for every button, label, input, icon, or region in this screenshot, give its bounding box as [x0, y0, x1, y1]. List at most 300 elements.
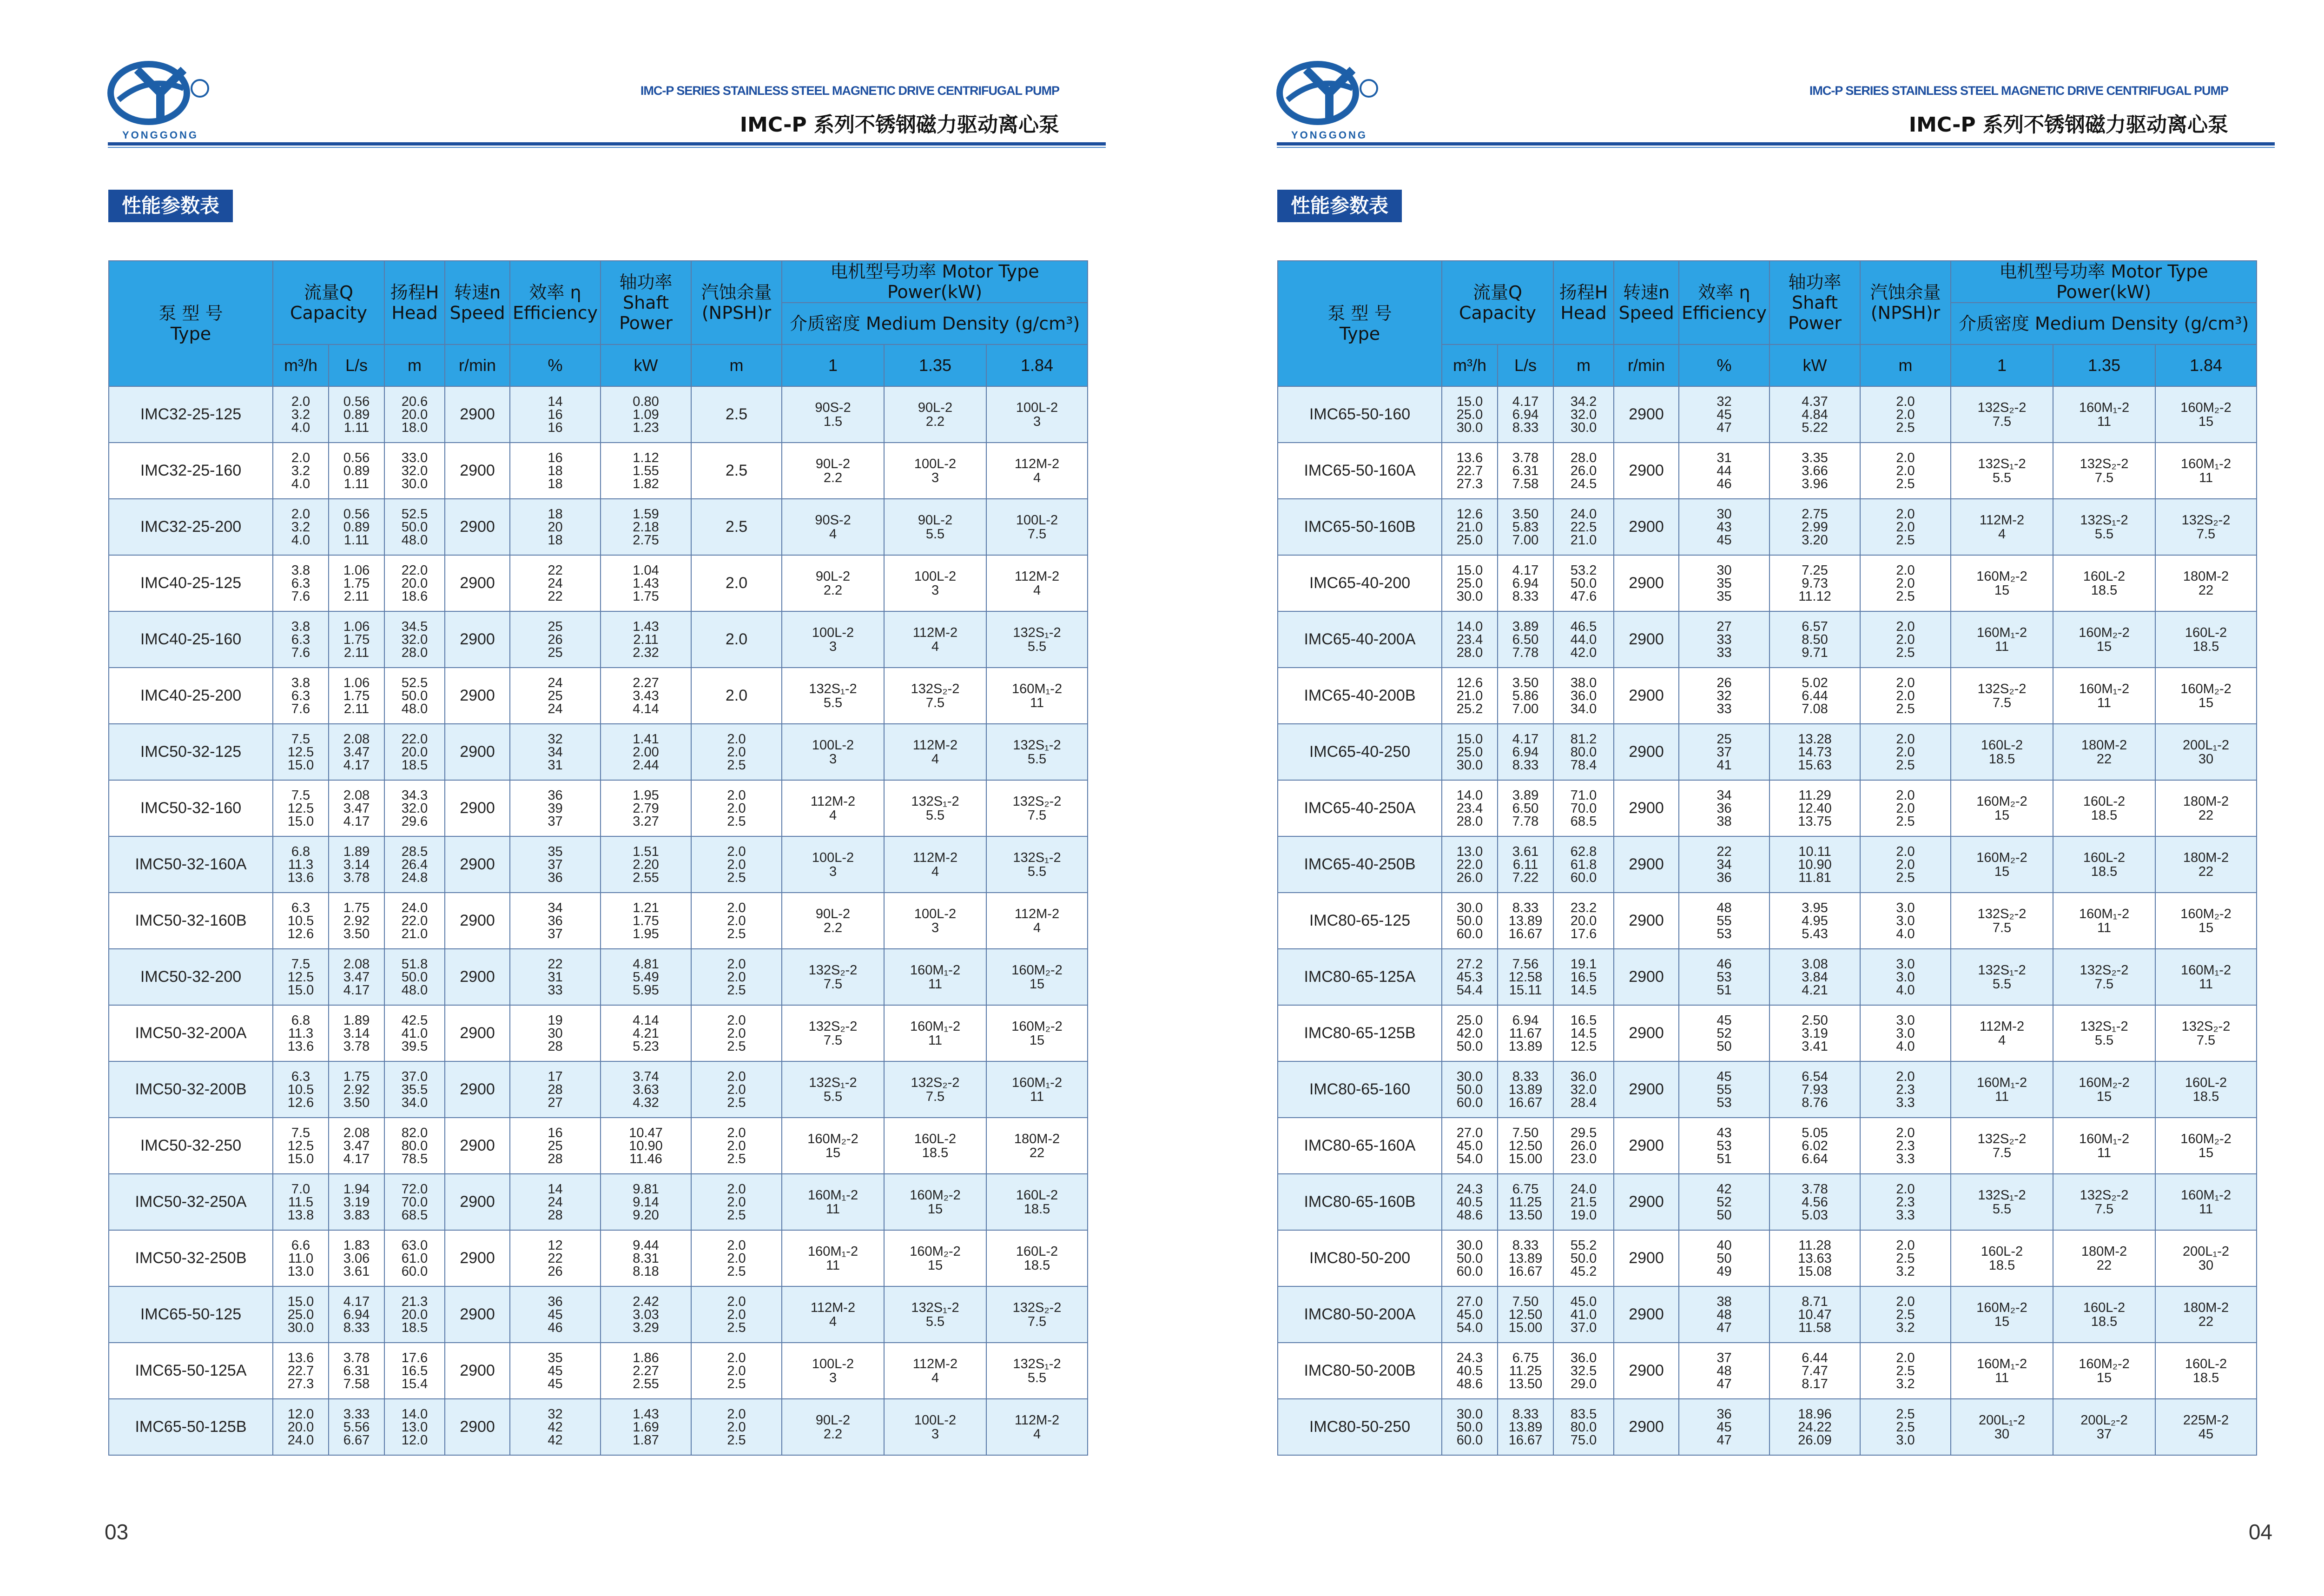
unit-npsh: m [1860, 344, 1951, 386]
shaft-power-value-value: 3.41 [1802, 1039, 1828, 1054]
shaft-power-value [1769, 668, 1860, 724]
motor-density-1-84-value: 22 [2198, 864, 2214, 879]
npsh-value: 2.5 [691, 443, 782, 499]
motor-density-1-value: 15 [1994, 808, 2010, 823]
head-value-value: 20.0 [401, 576, 428, 591]
npsh-value-value: 2.0 [1896, 744, 1915, 760]
shaft-power-value-value: 3.63 [633, 1082, 659, 1097]
col-capacity: 流量Q Capacity [273, 261, 384, 344]
efficiency-value-value: 46 [548, 1320, 563, 1335]
capacity-m3h-value: 48.6 [1456, 1376, 1483, 1391]
motor-density-1-35-value: 3 [931, 470, 939, 485]
motor-density-1-84-value: 22 [2198, 808, 2214, 823]
capacity-m3h-value: 11.3 [288, 857, 314, 872]
efficiency-value [510, 1005, 601, 1061]
npsh-value [1860, 893, 1951, 949]
efficiency-value-value: 51 [1717, 1151, 1732, 1166]
shaft-power-value [1769, 611, 1860, 668]
capacity-ls [1498, 499, 1553, 555]
capacity-m3h [1442, 1230, 1498, 1286]
motor-density-1-84-value: 15 [2198, 920, 2214, 935]
efficiency-value-value: 27 [548, 1095, 563, 1110]
efficiency-value-value: 45 [1717, 532, 1732, 548]
efficiency-value [510, 555, 601, 611]
efficiency-value-value: 25 [548, 688, 563, 703]
head-value-value: 34.2 [1570, 394, 1597, 409]
shaft-power-value [1769, 724, 1860, 780]
head-value-value: 50.0 [401, 688, 428, 703]
pump-type: IMC32-25-200 [109, 499, 273, 555]
logo-wordmark: YONGGONG [122, 129, 198, 141]
motor-density-1-35-value: 11 [928, 976, 943, 992]
motor-density-1-35-value: 100L-2 [914, 569, 957, 584]
efficiency-value-value: 45 [1717, 407, 1732, 422]
capacity-m3h [273, 386, 329, 443]
motor-density-1-value: 132S₂-2 [808, 1019, 858, 1034]
capacity-m3h-value: 30.0 [1456, 1406, 1483, 1422]
shaft-power-value-value: 1.41 [633, 731, 659, 747]
capacity-ls-value: 3.61 [1512, 844, 1539, 859]
head-value [1553, 780, 1614, 836]
efficiency-value-value: 46 [1717, 476, 1732, 491]
capacity-m3h [1442, 836, 1498, 893]
motor-density-1-35-value: 4 [931, 864, 939, 879]
motor-density-1-35-value: 160L-2 [2083, 1300, 2126, 1315]
motor-density-1-84 [986, 443, 1088, 499]
pump-type: IMC80-65-160B [1278, 1174, 1442, 1230]
npsh-value [1860, 780, 1951, 836]
capacity-m3h-value: 60.0 [1456, 1264, 1483, 1279]
npsh-value-value: 2.0 [727, 1194, 746, 1210]
motor-density-1-84 [986, 836, 1088, 893]
density-1: 1 [782, 344, 884, 386]
capacity-m3h-value: 50.0 [1456, 1039, 1483, 1054]
motor-density-1-35-value: 4 [931, 751, 939, 767]
capacity-m3h-value: 30.0 [1456, 1069, 1483, 1084]
efficiency-value-value: 37 [1717, 1350, 1732, 1365]
capacity-m3h-value: 13.6 [287, 1350, 314, 1365]
capacity-m3h [1442, 386, 1498, 443]
shaft-power-value-value: 4.32 [633, 1095, 659, 1110]
motor-density-1-84-value: 5.5 [1027, 751, 1047, 767]
speed-value: 2900 [1614, 1005, 1679, 1061]
capacity-m3h-value: 48.6 [1456, 1207, 1483, 1223]
shaft-power-value-value: 3.20 [1802, 532, 1828, 548]
shaft-power-value-value: 3.19 [1802, 1026, 1828, 1041]
capacity-ls-value: 8.33 [1512, 1069, 1539, 1084]
efficiency-value [510, 1118, 601, 1174]
shaft-power-value-value: 5.43 [1802, 926, 1828, 941]
motor-density-1-35-value: 160M₁-2 [910, 1019, 961, 1034]
capacity-m3h [273, 1230, 329, 1286]
head-value-value: 32.0 [401, 632, 428, 647]
efficiency-value [510, 836, 601, 893]
motor-density-1-35-value: 3 [931, 920, 939, 935]
capacity-m3h-value: 27.3 [287, 1376, 314, 1391]
motor-density-1-35 [2053, 668, 2155, 724]
efficiency-value-value: 32 [548, 1406, 563, 1422]
motor-density-1-84-value: 22 [2198, 1314, 2214, 1329]
table-row [1278, 555, 2257, 611]
head-value-value: 34.3 [401, 788, 428, 803]
motor-density-1-value: 90L-2 [815, 456, 851, 471]
pump-type: IMC32-25-125 [109, 386, 273, 443]
efficiency-value-value: 45 [548, 1376, 563, 1391]
shaft-power-value-value: 1.51 [633, 844, 659, 859]
npsh-value-value: 2.0 [1896, 563, 1915, 578]
capacity-ls [329, 499, 384, 555]
pump-type: IMC80-50-200 [1278, 1230, 1442, 1286]
efficiency-value [510, 1343, 601, 1399]
motor-density-1-35 [2053, 1005, 2155, 1061]
motor-density-1-35-value: 160M₁-2 [2079, 906, 2130, 921]
shaft-power-value [601, 1118, 691, 1174]
motor-density-1-value: 100L-2 [812, 625, 854, 640]
motor-density-1-84-value: 112M-2 [1014, 456, 1060, 471]
motor-density-1-35-value: 112M-2 [912, 850, 958, 865]
motor-density-1-84 [2155, 386, 2257, 443]
motor-density-1-35-value: 11 [2097, 414, 2112, 429]
npsh-value-value: 2.0 [1896, 844, 1915, 859]
capacity-m3h-value: 11.5 [288, 1194, 314, 1210]
efficiency-value-value: 33 [1717, 645, 1732, 660]
capacity-ls-value: 4.17 [343, 982, 370, 998]
shaft-power-value-value: 3.27 [633, 814, 659, 829]
efficiency-value [510, 668, 601, 724]
capacity-m3h-value: 12.5 [287, 801, 314, 816]
head-value [384, 1343, 445, 1399]
shaft-power-value-value: 6.02 [1802, 1138, 1828, 1153]
capacity-ls-value: 1.89 [343, 844, 370, 859]
head-value-value: 71.0 [1570, 788, 1597, 803]
table-row [1278, 1118, 2257, 1174]
shaft-power-value-value: 13.63 [1798, 1251, 1832, 1266]
motor-density-1-value: 7.5 [823, 976, 843, 992]
capacity-m3h [273, 1286, 329, 1343]
motor-density-1 [1951, 611, 2053, 668]
motor-density-1-84-value: 45 [2198, 1426, 2214, 1442]
shaft-power-value-value: 4.21 [633, 1026, 659, 1041]
table-row [109, 1061, 1088, 1118]
npsh-value-value: 2.5 [1896, 589, 1915, 604]
motor-density-1-84-value: 7.5 [1027, 1314, 1047, 1329]
head-value-value: 34.0 [401, 1095, 428, 1110]
capacity-m3h-value: 6.3 [291, 900, 310, 915]
motor-density-1-value: 4 [829, 1314, 837, 1329]
npsh-value [1860, 555, 1951, 611]
shaft-power-value-value: 3.95 [1802, 900, 1828, 915]
shaft-power-value-value: 2.11 [633, 632, 659, 647]
shaft-power-value [601, 668, 691, 724]
motor-density-1-84-value: 160L-2 [1016, 1244, 1058, 1259]
motor-density-1-value: 15 [1994, 1314, 2010, 1329]
motor-density-1-84-value: 5.5 [1027, 864, 1047, 879]
motor-density-1-value: 5.5 [823, 1089, 843, 1104]
table-row [1278, 668, 2257, 724]
efficiency-value [510, 1399, 601, 1455]
speed-value: 2900 [1614, 555, 1679, 611]
capacity-ls-value: 5.56 [343, 1419, 370, 1435]
density-1-84: 1.84 [986, 344, 1088, 386]
shaft-power-value-value: 2.42 [633, 1294, 659, 1309]
npsh-value-value: 3.3 [1896, 1207, 1915, 1223]
motor-density-1-35 [2053, 1343, 2155, 1399]
motor-density-1-84-value: 7.5 [1027, 526, 1047, 542]
shaft-power-value-value: 9.14 [633, 1194, 659, 1210]
capacity-ls-value: 16.67 [1508, 1095, 1543, 1110]
speed-value: 2900 [445, 611, 510, 668]
motor-density-1 [782, 668, 884, 724]
motor-density-1-value: 160M₁-2 [1976, 1356, 2027, 1371]
npsh-value-value: 2.0 [727, 1363, 746, 1378]
head-value-value: 34.0 [1570, 701, 1597, 716]
motor-density-1-84-value: 160L-2 [1016, 1187, 1058, 1203]
capacity-m3h-value: 50.0 [1456, 1419, 1483, 1435]
head-value-value: 19.1 [1570, 956, 1597, 972]
col-efficiency: 效率 η Efficiency [1679, 261, 1769, 344]
header-rule [108, 142, 1106, 146]
npsh-value [1860, 1343, 1951, 1399]
efficiency-value [510, 499, 601, 555]
capacity-ls-value: 8.33 [1512, 757, 1539, 773]
npsh-value-value: 2.5 [1896, 757, 1915, 773]
efficiency-value-value: 25 [548, 645, 563, 660]
motor-density-1-35 [884, 499, 986, 555]
table-row [109, 724, 1088, 780]
npsh-value [1860, 1061, 1951, 1118]
npsh-value-value: 3.0 [1896, 913, 1915, 928]
capacity-ls-value: 0.56 [343, 450, 370, 465]
capacity-ls-value: 13.89 [1508, 1251, 1543, 1266]
npsh-value-value: 2.0 [1896, 407, 1915, 422]
shaft-power-value [601, 836, 691, 893]
motor-density-1-84 [2155, 1343, 2257, 1399]
efficiency-value [1679, 386, 1769, 443]
motor-density-1 [1951, 443, 2053, 499]
motor-density-1-35-value: 112M-2 [912, 737, 958, 753]
motor-density-1-84-value: 160M₂-2 [2180, 681, 2232, 696]
motor-density-1-value: 7.5 [823, 1033, 843, 1048]
shaft-power-value [601, 724, 691, 780]
efficiency-value [510, 1061, 601, 1118]
head-value [1553, 1174, 1614, 1230]
head-value-value: 16.5 [1570, 969, 1597, 985]
capacity-m3h-value: 25.2 [1456, 701, 1483, 716]
head-value-value: 36.0 [1570, 688, 1597, 703]
density-1-35: 1.35 [2053, 344, 2155, 386]
npsh-value-value: 2.0 [1896, 801, 1915, 816]
efficiency-value-value: 48 [1717, 1363, 1732, 1378]
motor-density-1-84 [2155, 893, 2257, 949]
head-value [1553, 1343, 1614, 1399]
motor-density-1-value: 160M₂-2 [807, 1131, 858, 1146]
motor-density-1-35 [2053, 1118, 2155, 1174]
efficiency-value-value: 52 [1717, 1026, 1732, 1041]
head-value [1553, 1286, 1614, 1343]
capacity-ls-value: 4.17 [1512, 563, 1539, 578]
efficiency-value-value: 43 [1717, 519, 1732, 535]
col-capacity: 流量Q Capacity [1442, 261, 1553, 344]
head-value-value: 60.0 [401, 1264, 428, 1279]
npsh-value-value: 2.0 [1896, 632, 1915, 647]
npsh-value-value: 2.0 [727, 956, 746, 972]
efficiency-value-value: 53 [1717, 1095, 1732, 1110]
motor-density-1-35-value: 7.5 [925, 695, 945, 710]
capacity-ls-value: 13.50 [1508, 1376, 1543, 1391]
capacity-ls-value: 2.08 [343, 1125, 370, 1140]
page-number: 04 [2248, 1520, 2272, 1544]
npsh-value-value: 2.5 [727, 1376, 746, 1391]
motor-density-1-84-value: 180M-2 [2183, 794, 2229, 809]
head-value-value: 29.6 [401, 814, 428, 829]
capacity-ls [1498, 1399, 1553, 1455]
capacity-m3h [273, 1118, 329, 1174]
shaft-power-value-value: 3.66 [1802, 463, 1828, 478]
head-value [384, 1399, 445, 1455]
motor-density-1-35 [2053, 1399, 2155, 1455]
capacity-m3h-value: 13.8 [287, 1207, 314, 1223]
shaft-power-value-value: 14.73 [1798, 744, 1832, 760]
motor-density-1-35 [884, 1005, 986, 1061]
capacity-ls-value: 6.75 [1512, 1181, 1539, 1197]
shaft-power-value-value: 13.28 [1798, 731, 1832, 747]
motor-density-1-84-value: 15 [2198, 1145, 2214, 1160]
col-shaft-power: 轴功率 Shaft Power [1769, 261, 1860, 344]
motor-density-1-value: 11 [1994, 1370, 2009, 1385]
capacity-ls-value: 2.92 [343, 913, 370, 928]
head-value-value: 34.5 [401, 619, 428, 634]
shaft-power-value-value: 3.84 [1802, 969, 1828, 985]
table-row [109, 949, 1088, 1005]
head-value-value: 42.5 [401, 1013, 428, 1028]
motor-density-1-35-value: 18.5 [2091, 864, 2118, 879]
motor-density-1-35 [884, 836, 986, 893]
capacity-m3h [1442, 1118, 1498, 1174]
shaft-power-value-value: 5.22 [1802, 420, 1828, 435]
table-row [109, 1174, 1088, 1230]
motor-density-1-84-value: 200L₁-2 [2182, 1244, 2230, 1259]
efficiency-value [510, 386, 601, 443]
npsh-value-value: 3.0 [1896, 1432, 1915, 1448]
motor-density-1-value: 4 [829, 526, 837, 542]
capacity-m3h [273, 443, 329, 499]
npsh-value [691, 1118, 782, 1174]
npsh-value-value: 2.0 [727, 913, 746, 928]
table-row [1278, 1399, 2257, 1455]
motor-density-1 [782, 949, 884, 1005]
capacity-m3h-value: 22.7 [287, 1363, 314, 1378]
npsh-value-value: 2.5 [727, 1207, 746, 1223]
capacity-m3h [273, 555, 329, 611]
capacity-ls-value: 3.50 [343, 1095, 370, 1110]
motor-density-1-35 [2053, 611, 2155, 668]
head-value-value: 72.0 [401, 1181, 428, 1197]
pump-type: IMC50-32-200 [109, 949, 273, 1005]
npsh-value [691, 1286, 782, 1343]
shaft-power-value-value: 6.54 [1802, 1069, 1828, 1084]
speed-value: 2900 [445, 1005, 510, 1061]
pump-type: IMC65-50-125A [109, 1343, 273, 1399]
motor-density-1-84-value: 132S₁-2 [1013, 737, 1061, 753]
shaft-power-value [1769, 1118, 1860, 1174]
npsh-value-value: 2.0 [727, 844, 746, 859]
motor-density-1 [1951, 1230, 2053, 1286]
head-value-value: 18.5 [401, 757, 428, 773]
capacity-m3h [273, 611, 329, 668]
efficiency-value-value: 38 [1717, 814, 1732, 829]
npsh-value-value: 2.5 [727, 1432, 746, 1448]
capacity-ls-value: 3.78 [343, 1039, 370, 1054]
efficiency-value-value: 34 [1717, 788, 1732, 803]
head-value-value: 45.0 [1570, 1294, 1597, 1309]
head-value-value: 21.0 [1570, 532, 1597, 548]
capacity-ls-value: 16.67 [1508, 1264, 1543, 1279]
npsh-value [691, 724, 782, 780]
head-value-value: 21.5 [1570, 1194, 1597, 1210]
npsh-value-value: 4.0 [1896, 926, 1915, 941]
capacity-ls-value: 16.67 [1508, 926, 1543, 941]
capacity-ls-value: 13.89 [1508, 913, 1543, 928]
speed-value: 2900 [445, 499, 510, 555]
motor-density-1-value: 18.5 [1988, 1258, 2015, 1273]
shaft-power-value [601, 780, 691, 836]
capacity-ls-value: 3.19 [343, 1194, 370, 1210]
efficiency-value [510, 949, 601, 1005]
motor-density-1-84 [986, 386, 1088, 443]
table-row [1278, 1230, 2257, 1286]
shaft-power-value-value: 4.84 [1802, 407, 1828, 422]
table-body [109, 386, 1088, 1455]
npsh-value-value: 2.5 [1896, 1419, 1915, 1435]
speed-value: 2900 [1614, 893, 1679, 949]
motor-density-1-35 [884, 1118, 986, 1174]
capacity-ls-value: 5.86 [1512, 688, 1539, 703]
shaft-power-value [1769, 1174, 1860, 1230]
efficiency-value-value: 22 [1717, 844, 1732, 859]
motor-density-1-84-value: 3 [1033, 414, 1041, 429]
efficiency-value-value: 31 [548, 757, 563, 773]
motor-density-1-35-value: 22 [2096, 1258, 2112, 1273]
head-value-value: 29.5 [1570, 1125, 1597, 1140]
npsh-value [691, 1230, 782, 1286]
pump-type: IMC50-32-160 [109, 780, 273, 836]
motor-density-1-35-value: 160M₁-2 [2079, 681, 2130, 696]
capacity-m3h [1442, 611, 1498, 668]
table-row [109, 611, 1088, 668]
speed-value: 2900 [1614, 499, 1679, 555]
motor-density-1 [782, 555, 884, 611]
shaft-power-value-value: 10.47 [629, 1125, 663, 1140]
capacity-ls [329, 1230, 384, 1286]
unit-m3h: m³/h [273, 344, 329, 386]
capacity-m3h [273, 893, 329, 949]
speed-value: 2900 [445, 1286, 510, 1343]
shaft-power-value-value: 0.80 [633, 394, 659, 409]
motor-density-1 [1951, 893, 2053, 949]
head-value-value: 50.0 [1570, 576, 1597, 591]
shaft-power-value [1769, 499, 1860, 555]
header-rule-thin [108, 147, 1106, 148]
npsh-value-value: 2.5 [727, 757, 746, 773]
capacity-m3h-value: 12.6 [287, 1095, 314, 1110]
capacity-ls-value: 2.11 [343, 645, 370, 660]
efficiency-value-value: 45 [1717, 1069, 1732, 1084]
head-value-value: 28.0 [401, 645, 428, 660]
motor-density-1-35 [2053, 724, 2155, 780]
shaft-power-value-value: 1.95 [633, 788, 659, 803]
table-row [1278, 724, 2257, 780]
npsh-value-value: 2.0 [1896, 619, 1915, 634]
